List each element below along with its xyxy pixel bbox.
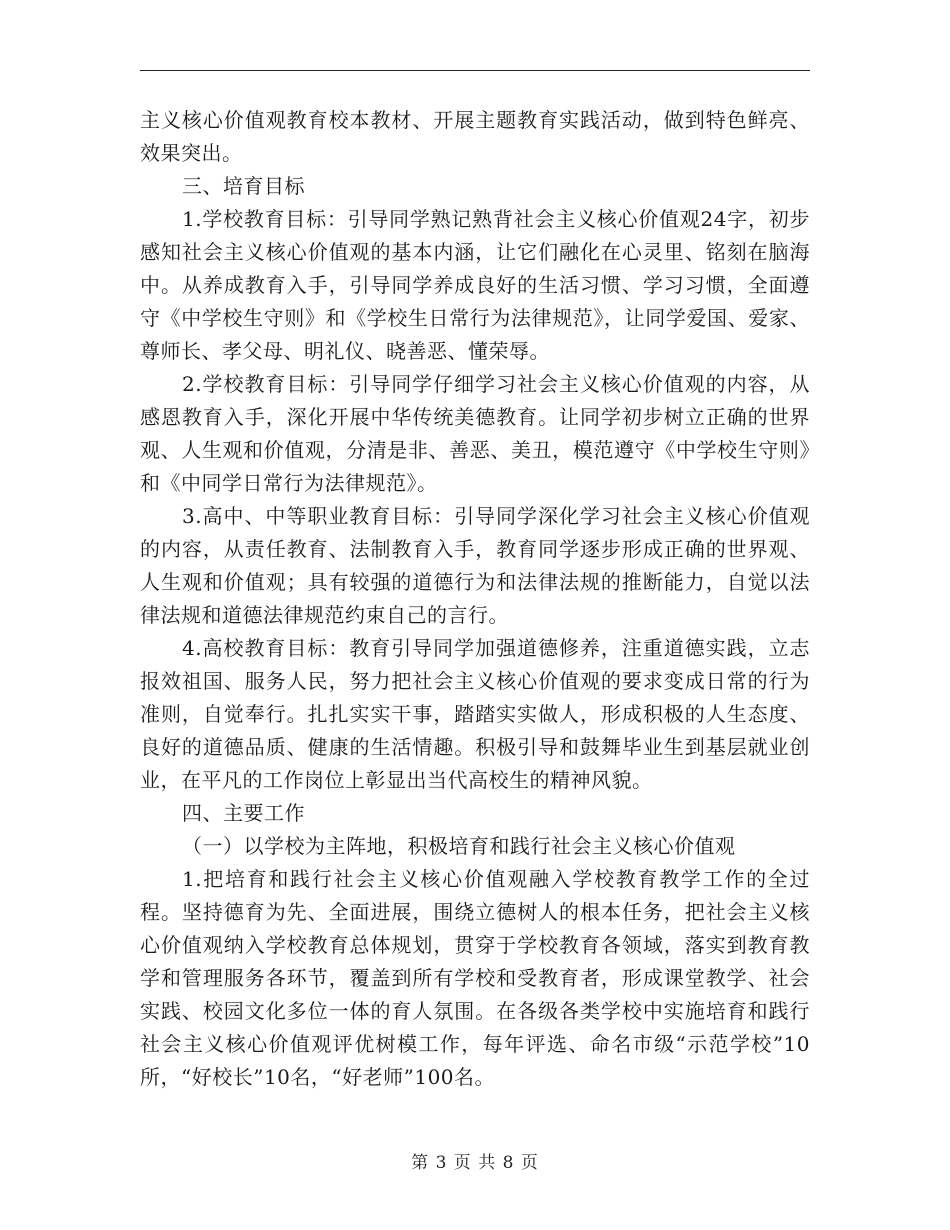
paragraph-goal-1: 1.学校教育目标：引导同学熟记熟背社会主义核心价值观24字，初步感知社会主义核心价值观的基本内涵，让它们融化在心灵里、铭刻在脑海中。从养成教育入手，引导同学养成良好的生活习惯、学习习惯，全面遵守《中学校生守则》和《学校生日常行为法律规范》，让同学爱国、爱家、尊师长、孝父母、明礼仪、晓善恶、懂荣辱。	[140, 207, 810, 363]
paragraph-goal-2: 2.学校教育目标：引导同学仔细学习社会主义核心价值观的内容，从感恩教育入手，深化开展中华传统美德教育。让同学初步树立正确的世界观、人生观和价值观，分清是非、善恶、美丑，模范遵守《中学校生守则》和《中同学日常行为法律规范》。	[140, 372, 810, 495]
header-rule	[140, 70, 810, 71]
subsection-heading-1: （一）以学校为主阵地，积极培育和践行社会主义核心价值观	[182, 834, 736, 858]
paragraph-continuation: 主义核心价值观教育校本教材、开展主题教育实践活动，做到特色鲜亮、效果突出。	[140, 108, 810, 165]
paragraph-goal-3: 3.高中、中等职业教育目标：引导同学深化学习社会主义核心价值观的内容，从责任教育、法制教育入手，教育同学逐步形成正确的世界观、人生观和价值观；具有较强的道德行为和法律法规的推断能力，自觉以法律法规和道德法律规范约束自己的言行。	[140, 504, 810, 627]
page-number-footer: 第 3 页 共 8 页	[411, 1153, 539, 1173]
document-body	[140, 104, 810, 1094]
paragraph-work-1: 1.把培育和践行社会主义核心价值观融入学校教育教学工作的全过程。坚持德育为先、全面进展，围绕立德树人的根本任务，把社会主义核心价值观纳入学校教育总体规划，贯穿于学校教育各领域，落实到教育教学和管理服务各环节，覆盖到所有学校和受教育者，形成课堂教学、社会实践、校园文化多位一体的育人氛围。在各级各类学校中实施培育和践行社会主义核心价值观评优树模工作，每年评选、命名市级“示范学校”10所，“好校长”10名，“好老师”100名。	[140, 867, 810, 1089]
section-heading-goals: 三、培育目标	[182, 174, 305, 198]
section-heading-main-work: 四、主要工作	[182, 801, 305, 825]
paragraph-goal-4: 4.高校教育目标：教育引导同学加强道德修养，注重道德实践，立志报效祖国、服务人民，努力把社会主义核心价值观的要求变成日常的行为准则，自觉奉行。扎扎实实干事，踏踏实实做人，形成积极的人生态度、良好的道德品质、健康的生活情趣。积极引导和鼓舞毕业生到基层就业创业，在平凡的工作岗位上彰显出当代高校生的精神风貌。	[140, 636, 810, 792]
